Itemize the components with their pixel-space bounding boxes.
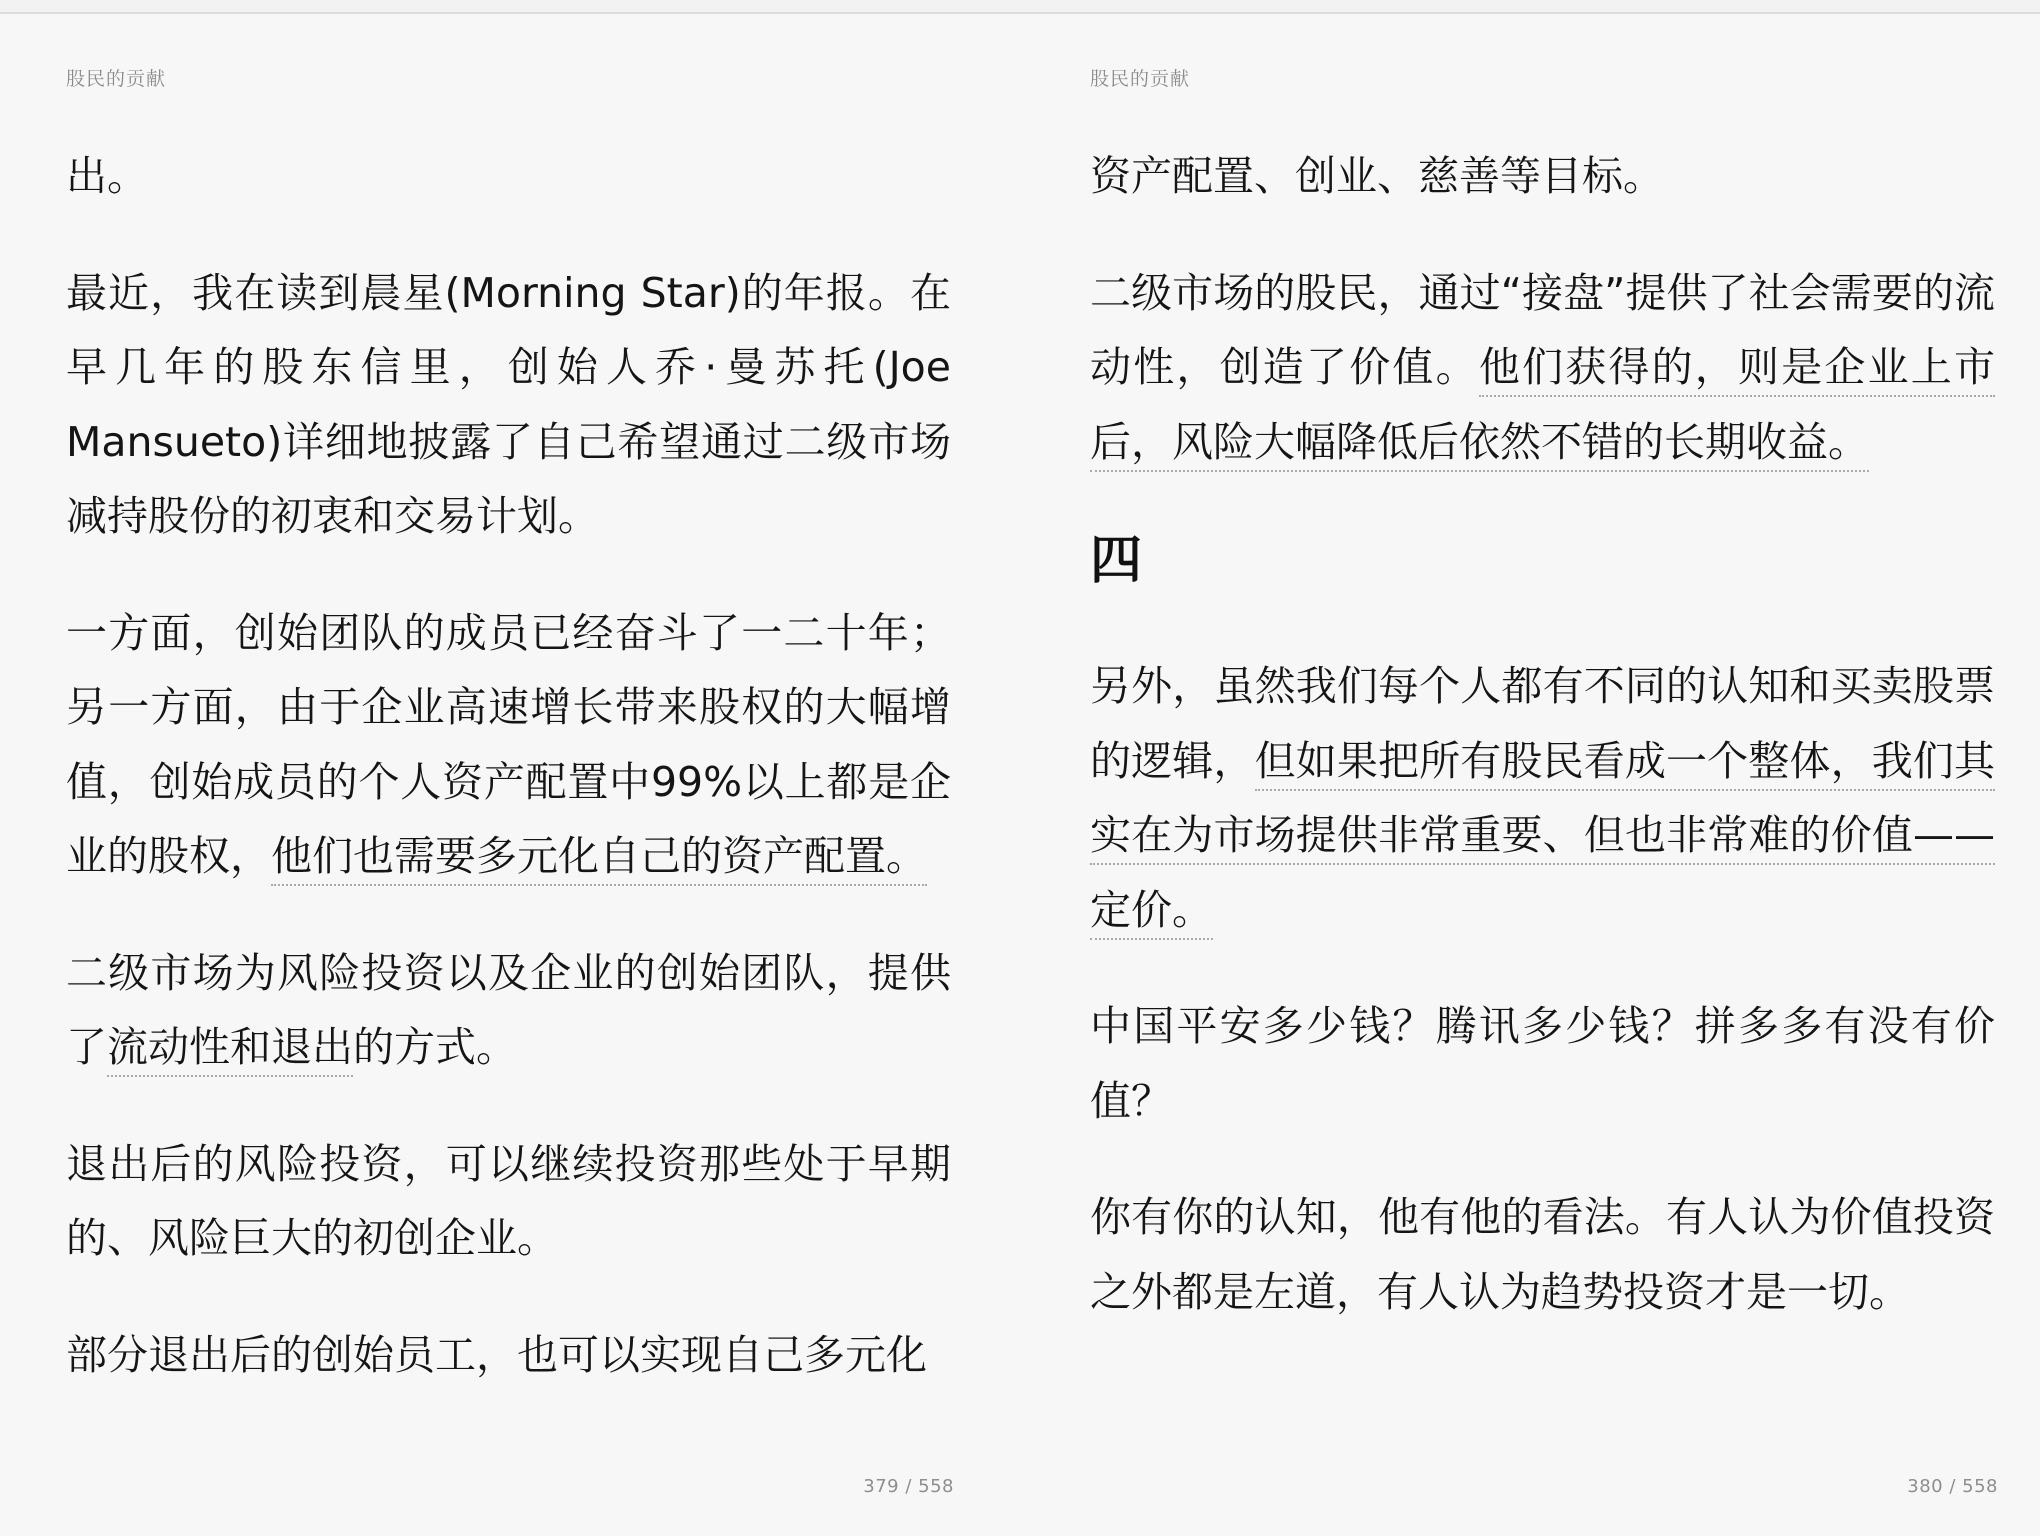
window-top-border bbox=[0, 0, 2040, 14]
right-page bbox=[1020, 14, 2040, 1536]
paragraph: 你有你的认知，他有他的看法。有人认为价值投资之外都是左道，有人认为趋势投资才是一切。 bbox=[1090, 1193, 1995, 1316]
paragraph bbox=[66, 596, 951, 894]
paragraph: 资产配置、创业、慈善等目标。 bbox=[1090, 152, 1664, 200]
chapter-heading: 四 bbox=[1090, 530, 1143, 591]
page-number: 379 / 558 bbox=[863, 1476, 954, 1497]
paragraph-text: 的方式。 bbox=[353, 1023, 517, 1071]
page-content bbox=[66, 139, 951, 1434]
paragraph-text: 另外，虽然我们每个人都有不同的认知和买卖股票的逻辑， bbox=[1090, 662, 1995, 785]
paragraph-text: 一方面，创始团队的成员已经奋斗了一二十年；另一方面，由于企业高速增长带来股权的大幅增值，创始成员的个人资产配置中99%以上都是企业的股权， bbox=[66, 608, 951, 880]
paragraph-text: 二级市场的股民，通过“接盘”提供了社会需要的流动性，创造了价值。 bbox=[1090, 268, 1995, 391]
paragraph: 中国平安多少钱？腾讯多少钱？拼多多有没有价值？ bbox=[1090, 1002, 1995, 1125]
paragraph bbox=[66, 936, 951, 1085]
page-content bbox=[1090, 139, 1995, 1371]
paragraph bbox=[1090, 649, 1995, 947]
running-head: 股民的贡献 bbox=[66, 68, 167, 90]
paragraph-text: 二级市场为风险投资以及企业的创始团队，提供了 bbox=[66, 948, 951, 1071]
highlighted-text[interactable]: 他们获得的，则是企业上市后，风险大幅降低后依然不错的长期收益。 bbox=[1090, 343, 1995, 472]
paragraph: 最近，我在读到晨星(Morning Star)的年报。在早几年的股东信里，创始人乔·曼苏托(Joe Mansueto)详细地披露了自己希望通过二级市场减持股份的初衷和交易计划。 bbox=[66, 268, 951, 540]
page-number: 380 / 558 bbox=[1907, 1476, 1998, 1497]
left-page bbox=[0, 14, 1020, 1536]
paragraph bbox=[1090, 256, 1995, 480]
paragraph: 退出后的风险投资，可以继续投资那些处于早期的、风险巨大的初创企业。 bbox=[66, 1139, 951, 1262]
paragraph: 部分退出后的创始员工，也可以实现自己多元化 bbox=[66, 1330, 927, 1379]
paragraph: 出。 bbox=[66, 152, 148, 200]
running-head: 股民的贡献 bbox=[1090, 68, 1191, 90]
highlighted-text[interactable]: 他们也需要多元化自己的资产配置。 bbox=[271, 832, 927, 886]
highlighted-text[interactable]: 流动性和退出 bbox=[107, 1023, 353, 1077]
highlighted-text[interactable]: 但如果把所有股民看成一个整体，我们其实在为市场提供非常重要、但也非常难的价值——定价。 bbox=[1090, 737, 1995, 940]
